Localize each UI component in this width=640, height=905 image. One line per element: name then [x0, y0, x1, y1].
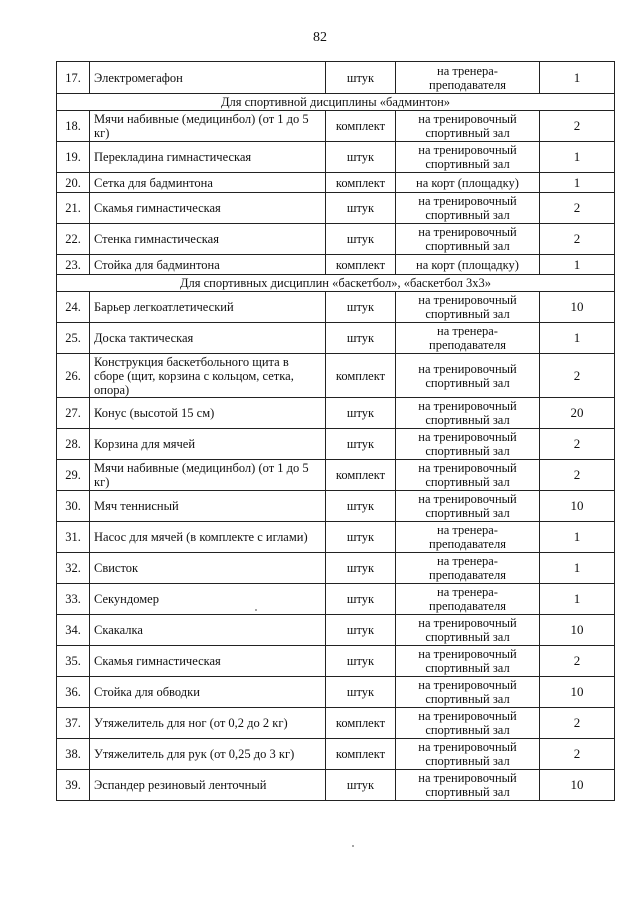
table-row [57, 173, 615, 193]
row-number: 21. [57, 193, 90, 224]
row-number: 17. [57, 62, 90, 94]
unit-of-measure: штук [326, 770, 396, 801]
unit-of-measure: штук [326, 584, 396, 615]
table-row [57, 429, 615, 460]
allocation: на корт (площадку) [396, 173, 540, 193]
item-name: Насос для мячей (в комплекте с иглами) [90, 522, 326, 553]
item-name: Свисток [90, 553, 326, 584]
item-name: Сетка для бадминтона [90, 173, 326, 193]
item-name: Конструкция баскетбольного щита в сборе (щит, корзина с кольцом, сетка, опора) [90, 354, 326, 398]
item-name: Конус (высотой 15 см) [90, 398, 326, 429]
row-number: 28. [57, 429, 90, 460]
table-row [57, 460, 615, 491]
table-row [57, 142, 615, 173]
item-name: Стенка гимнастическая [90, 224, 326, 255]
section-title: Для спортивной дисциплины «бадминтон» [57, 94, 615, 111]
allocation: на тренировочный спортивный зал [396, 615, 540, 646]
equipment-table [56, 61, 615, 801]
quantity: 2 [540, 111, 615, 142]
row-number: 39. [57, 770, 90, 801]
quantity: 2 [540, 354, 615, 398]
unit-of-measure: комплект [326, 460, 396, 491]
unit-of-measure: комплект [326, 173, 396, 193]
row-number: 18. [57, 111, 90, 142]
row-number: 30. [57, 491, 90, 522]
table-row [57, 62, 615, 94]
allocation: на тренировочный спортивный зал [396, 398, 540, 429]
allocation: на тренировочный спортивный зал [396, 491, 540, 522]
item-name: Утяжелитель для ног (от 0,2 до 2 кг) [90, 708, 326, 739]
allocation: на тренера-преподавателя [396, 584, 540, 615]
item-name: Перекладина гимнастическая [90, 142, 326, 173]
unit-of-measure: штук [326, 615, 396, 646]
quantity: 2 [540, 460, 615, 491]
table-row [57, 398, 615, 429]
table-row [57, 491, 615, 522]
table-row [57, 584, 615, 615]
unit-of-measure: штук [326, 224, 396, 255]
unit-of-measure: комплект [326, 111, 396, 142]
allocation: на тренера-преподавателя [396, 323, 540, 354]
table-row [57, 292, 615, 323]
unit-of-measure: комплект [326, 354, 396, 398]
row-number: 35. [57, 646, 90, 677]
item-name: Мяч теннисный [90, 491, 326, 522]
quantity: 1 [540, 173, 615, 193]
quantity: 1 [540, 553, 615, 584]
row-number: 22. [57, 224, 90, 255]
quantity: 2 [540, 429, 615, 460]
item-name: Стойка для бадминтона [90, 255, 326, 275]
page-number: 82 [313, 30, 327, 45]
row-number: 27. [57, 398, 90, 429]
table-row [57, 677, 615, 708]
row-number: 26. [57, 354, 90, 398]
table-row [57, 111, 615, 142]
allocation: на тренировочный спортивный зал [396, 354, 540, 398]
allocation: на тренировочный спортивный зал [396, 646, 540, 677]
table-row [57, 646, 615, 677]
quantity: 10 [540, 677, 615, 708]
row-number: 34. [57, 615, 90, 646]
table-row [57, 522, 615, 553]
row-number: 33. [57, 584, 90, 615]
item-name: Доска тактическая [90, 323, 326, 354]
allocation: на тренировочный спортивный зал [396, 142, 540, 173]
row-number: 38. [57, 739, 90, 770]
table-row [57, 615, 615, 646]
table-row [57, 708, 615, 739]
allocation: на тренировочный спортивный зал [396, 224, 540, 255]
item-name: Скамья гимнастическая [90, 193, 326, 224]
row-number: 29. [57, 460, 90, 491]
quantity: 2 [540, 646, 615, 677]
unit-of-measure: штук [326, 553, 396, 584]
table-row [57, 255, 615, 275]
table-row [57, 770, 615, 801]
item-name: Эспандер резиновый ленточный [90, 770, 326, 801]
table-row [57, 193, 615, 224]
allocation: на корт (площадку) [396, 255, 540, 275]
row-number: 37. [57, 708, 90, 739]
item-name: Электромегафон [90, 62, 326, 94]
quantity: 1 [540, 522, 615, 553]
section-header-row [57, 275, 615, 292]
quantity: 10 [540, 292, 615, 323]
unit-of-measure: штук [326, 398, 396, 429]
allocation: на тренировочный спортивный зал [396, 770, 540, 801]
quantity: 10 [540, 770, 615, 801]
allocation: на тренера-преподавателя [396, 522, 540, 553]
section-title: Для спортивных дисциплин «баскетбол», «баскетбол 3x3» [57, 275, 615, 292]
quantity: 2 [540, 224, 615, 255]
unit-of-measure: штук [326, 292, 396, 323]
allocation: на тренировочный спортивный зал [396, 460, 540, 491]
quantity: 2 [540, 193, 615, 224]
allocation: на тренировочный спортивный зал [396, 708, 540, 739]
unit-of-measure: штук [326, 193, 396, 224]
allocation: на тренера-преподавателя [396, 62, 540, 94]
table-row [57, 553, 615, 584]
item-name: Барьер легкоатлетический [90, 292, 326, 323]
table-row [57, 323, 615, 354]
quantity: 2 [540, 708, 615, 739]
row-number: 36. [57, 677, 90, 708]
unit-of-measure: штук [326, 522, 396, 553]
allocation: на тренировочный спортивный зал [396, 739, 540, 770]
row-number: 32. [57, 553, 90, 584]
quantity: 1 [540, 255, 615, 275]
row-number: 25. [57, 323, 90, 354]
allocation: на тренировочный спортивный зал [396, 292, 540, 323]
allocation: на тренировочный спортивный зал [396, 111, 540, 142]
allocation: на тренировочный спортивный зал [396, 677, 540, 708]
allocation: на тренировочный спортивный зал [396, 429, 540, 460]
quantity: 1 [540, 584, 615, 615]
scan-speck [255, 609, 257, 611]
table-row [57, 354, 615, 398]
item-name: Корзина для мячей [90, 429, 326, 460]
unit-of-measure: комплект [326, 708, 396, 739]
allocation: на тренера-преподавателя [396, 553, 540, 584]
unit-of-measure: штук [326, 142, 396, 173]
row-number: 19. [57, 142, 90, 173]
item-name: Скамья гимнастическая [90, 646, 326, 677]
unit-of-measure: штук [326, 323, 396, 354]
quantity: 1 [540, 142, 615, 173]
item-name: Мячи набивные (медицинбол) (от 1 до 5 кг) [90, 460, 326, 491]
item-name: Скакалка [90, 615, 326, 646]
quantity: 2 [540, 739, 615, 770]
unit-of-measure: комплект [326, 255, 396, 275]
quantity: 10 [540, 491, 615, 522]
unit-of-measure: штук [326, 677, 396, 708]
item-name: Мячи набивные (медицинбол) (от 1 до 5 кг) [90, 111, 326, 142]
allocation: на тренировочный спортивный зал [396, 193, 540, 224]
equipment-table-body [57, 62, 615, 801]
row-number: 31. [57, 522, 90, 553]
unit-of-measure: штук [326, 491, 396, 522]
quantity: 20 [540, 398, 615, 429]
section-header-row [57, 94, 615, 111]
row-number: 23. [57, 255, 90, 275]
table-row [57, 224, 615, 255]
unit-of-measure: комплект [326, 739, 396, 770]
quantity: 10 [540, 615, 615, 646]
item-name: Утяжелитель для рук (от 0,25 до 3 кг) [90, 739, 326, 770]
unit-of-measure: штук [326, 62, 396, 94]
scan-speck [352, 845, 354, 847]
row-number: 20. [57, 173, 90, 193]
quantity: 1 [540, 62, 615, 94]
unit-of-measure: штук [326, 646, 396, 677]
item-name: Стойка для обводки [90, 677, 326, 708]
quantity: 1 [540, 323, 615, 354]
item-name: Секундомер [90, 584, 326, 615]
table-row [57, 739, 615, 770]
row-number: 24. [57, 292, 90, 323]
unit-of-measure: штук [326, 429, 396, 460]
